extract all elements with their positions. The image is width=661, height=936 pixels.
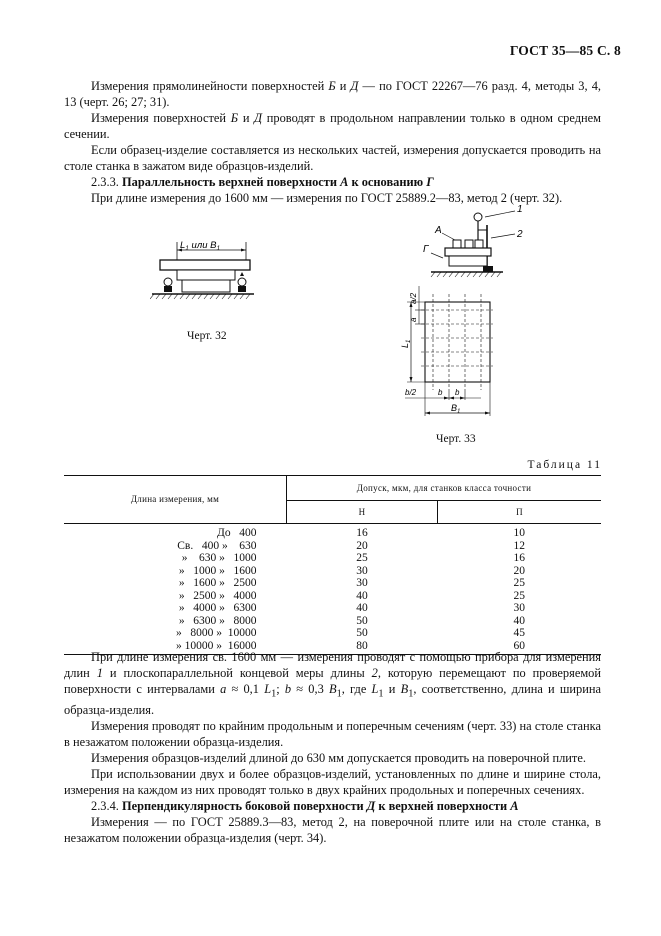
page-header: ГОСТ 35—85 С. 8 xyxy=(509,43,621,58)
table-11 xyxy=(64,475,601,655)
fig33-dim-b-1: b xyxy=(438,388,443,397)
table-row xyxy=(64,627,601,640)
after-table-text-block xyxy=(64,649,601,846)
col-header-H: Н xyxy=(287,501,438,524)
cell-tolerance-H: 20 xyxy=(356,539,368,552)
paragraph-surfaces: Измерения поверхностей Б и Д проводят в продольном направлении только в одном среднем сечении. xyxy=(64,111,601,141)
cell-length-range: » 4000 » 6300 xyxy=(178,602,257,614)
figure-32-caption: Черт. 32 xyxy=(187,330,227,342)
section-2-3-4-heading: 2.3.4. Перпендикулярность боковой поверхности Д к верхней поверхности А xyxy=(91,799,519,814)
cell-tolerance-H: 16 xyxy=(356,527,368,539)
table-row xyxy=(64,615,601,628)
cell-tolerance-H: 30 xyxy=(356,577,368,589)
table-11-caption: Таблица 11 xyxy=(527,459,602,471)
paragraph-composite: Если образец-изделие составляется из нескольких частей, измерения допускается проводить на столе станка в зажатом виде образцов-изделий. xyxy=(64,143,601,173)
table-row xyxy=(64,565,601,578)
fig33-dim-a: a xyxy=(409,317,418,322)
cell-tolerance-H: 50 xyxy=(356,614,368,627)
paragraph-630mm: Измерения образцов-изделий длиной до 630 мм допускается проводить на поверочной плите. xyxy=(91,751,586,766)
cell-tolerance-P: 25 xyxy=(513,577,525,589)
fig32-dim-label: $L_1$ или $B_1$ xyxy=(180,240,221,252)
table-11-body xyxy=(64,524,601,655)
cell-length-range: » 630 » 1000 xyxy=(181,552,257,564)
paragraph-long-measure: При длине измерения св. 1600 мм — измерения проводят с помощью прибора для измерения длин 1 и плоскопараллельной концевой меры длины 2, которую перемещают по проверяемой поверхности с интервалами a ≈ 0,1 $L_1$; b ≈ 0,3 $B_1$, где $L_1$ и $B_1$, соответственно, длина и ширина образца-изделия. xyxy=(64,650,601,718)
paragraph-straightness: Измерения прямолинейности поверхностей Б и Д — по ГОСТ 22267—76 разд. 4, методы 3, 4, 13 (черт. 26; 27; 31). xyxy=(64,79,601,109)
cell-length-range: » 10000 » 16000 xyxy=(64,640,287,655)
cell-tolerance-H: 80 xyxy=(287,640,438,655)
cell-tolerance-P: 25 xyxy=(513,589,525,602)
cell-length-range: » 8000 » 10000 xyxy=(176,627,257,639)
cell-length-range: » 6300 » 8000 xyxy=(178,614,257,627)
col-header-P: П xyxy=(438,501,602,524)
cell-tolerance-P: 45 xyxy=(513,627,525,639)
fig33-label-A: A xyxy=(435,225,442,236)
cell-tolerance-P: 10 xyxy=(513,527,525,539)
cell-tolerance-P: 20 xyxy=(513,564,525,577)
section-2-3-4-text: Измерения — по ГОСТ 25889.3—83, метод 2, на поверочной плите или на столе станка, в незажатом положении образца-изделия (черт. 34). xyxy=(64,815,601,846)
figure-33-grid-drawing xyxy=(385,282,505,422)
cell-tolerance-H: 40 xyxy=(356,602,368,614)
figure-33-device-drawing xyxy=(415,200,545,285)
cell-tolerance-P: 30 xyxy=(513,602,525,614)
cell-length-range: » 1000 » 1600 xyxy=(178,564,257,577)
fig33-dim-b-2: b xyxy=(455,388,460,397)
cell-tolerance-P: 16 xyxy=(513,552,525,564)
cell-length-range: Св. 400 » 630 xyxy=(177,539,257,552)
cell-length-range: До 400 xyxy=(217,527,257,539)
fig33-dim-L1: $L_1$ xyxy=(400,339,412,348)
table-row xyxy=(64,540,601,553)
table-row xyxy=(64,552,601,565)
figure-33-caption: Черт. 33 xyxy=(436,433,476,445)
intro-text-block xyxy=(64,78,601,206)
cell-tolerance-H: 25 xyxy=(356,552,368,564)
table-row xyxy=(64,602,601,615)
paragraph-multiple-samples: При использовании двух и более образцов-изделий, установленных по длине и ширине стола, измерения на каждом из них проводят только в двух крайних продольных и поперечных сечениях. xyxy=(64,767,601,798)
fig33-dim-B1: $B_1$ xyxy=(451,403,461,415)
fig33-dim-a2: a/2 xyxy=(409,292,418,304)
table-row xyxy=(64,577,601,590)
col-header-length: Длина измерения, мм xyxy=(64,476,287,524)
table-row xyxy=(64,590,601,603)
figure-32-drawing xyxy=(150,238,260,308)
fig33-label-1: 1 xyxy=(517,204,523,215)
col-header-tolerance: Допуск, мкм, для станков класса точности xyxy=(287,476,602,501)
cell-length-range: » 1600 » 2500 xyxy=(178,577,257,589)
cell-tolerance-H: 30 xyxy=(356,564,368,577)
table-row xyxy=(64,524,601,540)
fig33-label-2: 2 xyxy=(517,229,523,240)
cell-tolerance-P: 60 xyxy=(438,640,602,655)
cell-tolerance-P: 12 xyxy=(513,539,525,552)
cell-length-range: » 2500 » 4000 xyxy=(178,589,257,602)
fig33-dim-b2: b/2 xyxy=(405,388,417,397)
cell-tolerance-H: 40 xyxy=(356,589,368,602)
cell-tolerance-P: 40 xyxy=(513,614,525,627)
fig33-label-G: Г xyxy=(423,244,429,255)
section-2-3-3-heading: 2.3.3. Параллельность верхней поверхности А к основанию Г xyxy=(91,175,434,189)
paragraph-extreme-sections: Измерения проводят по крайним продольным и поперечным сечениям (черт. 33) на столе станка в незажатом положении образца-изделия. xyxy=(64,719,601,750)
section-2-3-3-text: При длине измерения до 1600 мм — измерения по ГОСТ 25889.2—83, метод 2 (черт. 32). xyxy=(91,191,563,205)
cell-tolerance-H: 50 xyxy=(356,627,368,639)
